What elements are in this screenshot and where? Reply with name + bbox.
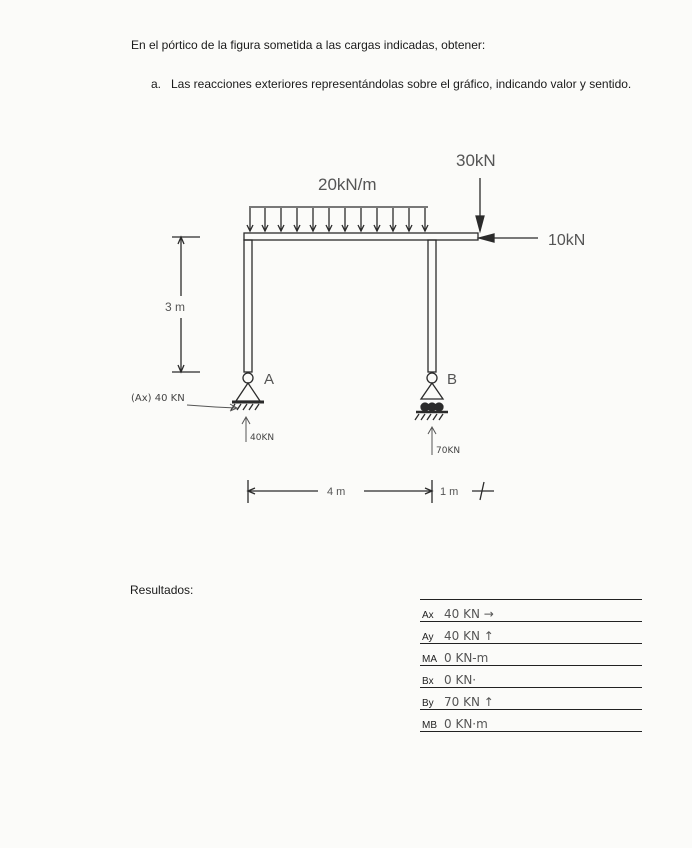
- distributed-load-label: 20kN/m: [318, 175, 377, 194]
- problem-statement: En el pórtico de la figura sometida a las cargas indicadas, obtener:: [131, 38, 486, 52]
- ax-reaction-handwritten: (Ax) 40 KN: [131, 393, 185, 404]
- height-label: 3 m: [165, 300, 186, 314]
- item-a-marker: a.: [151, 77, 162, 91]
- result-value: 0 KN·: [444, 673, 477, 687]
- support-a-label: A: [264, 371, 275, 388]
- frame-beam: [244, 233, 478, 240]
- table-row: [420, 644, 642, 666]
- point-load-vertical-arrow: [476, 178, 484, 231]
- result-value: 40 KN →: [444, 607, 494, 621]
- table-row: [420, 600, 642, 622]
- result-value: 0 KN·m: [444, 717, 488, 731]
- result-key: MB: [422, 720, 437, 731]
- span-overhang-label: 1 m: [440, 486, 459, 498]
- result-key: MA: [422, 654, 437, 665]
- by-reaction-handwritten: 70KN: [436, 446, 461, 456]
- results-heading: Resultados:: [130, 583, 194, 597]
- result-value: 40 KN ↑: [444, 629, 494, 643]
- span-main-label: 4 m: [327, 486, 346, 498]
- results-table: [420, 599, 642, 732]
- table-row: [420, 710, 642, 732]
- support-b: [415, 373, 448, 420]
- point-load-horizontal-arrow: [479, 234, 538, 242]
- horizontal-load-label: 10kN: [548, 232, 586, 249]
- column-a: [244, 240, 252, 372]
- result-key: Bx: [422, 676, 434, 687]
- vertical-load-label: 30kN: [456, 151, 496, 170]
- result-key: Ay: [422, 632, 434, 643]
- result-value: 70 KN ↑: [444, 695, 494, 709]
- table-row: [420, 622, 642, 644]
- table-row: [420, 666, 642, 688]
- result-key: Ax: [422, 610, 434, 621]
- support-a: [231, 373, 264, 410]
- item-a-text: Las reacciones exteriores representándolas sobre el gráfico, indicando valor y sentido.: [171, 77, 632, 91]
- distributed-load-arrows: [247, 207, 428, 231]
- table-row: [420, 688, 642, 710]
- ay-reaction-handwritten: 40KN: [250, 433, 275, 443]
- column-b: [428, 240, 436, 372]
- reaction-arrows: [187, 404, 436, 455]
- result-value: 0 KN-m: [444, 651, 489, 665]
- result-key: By: [422, 698, 434, 709]
- support-b-label: B: [447, 371, 458, 388]
